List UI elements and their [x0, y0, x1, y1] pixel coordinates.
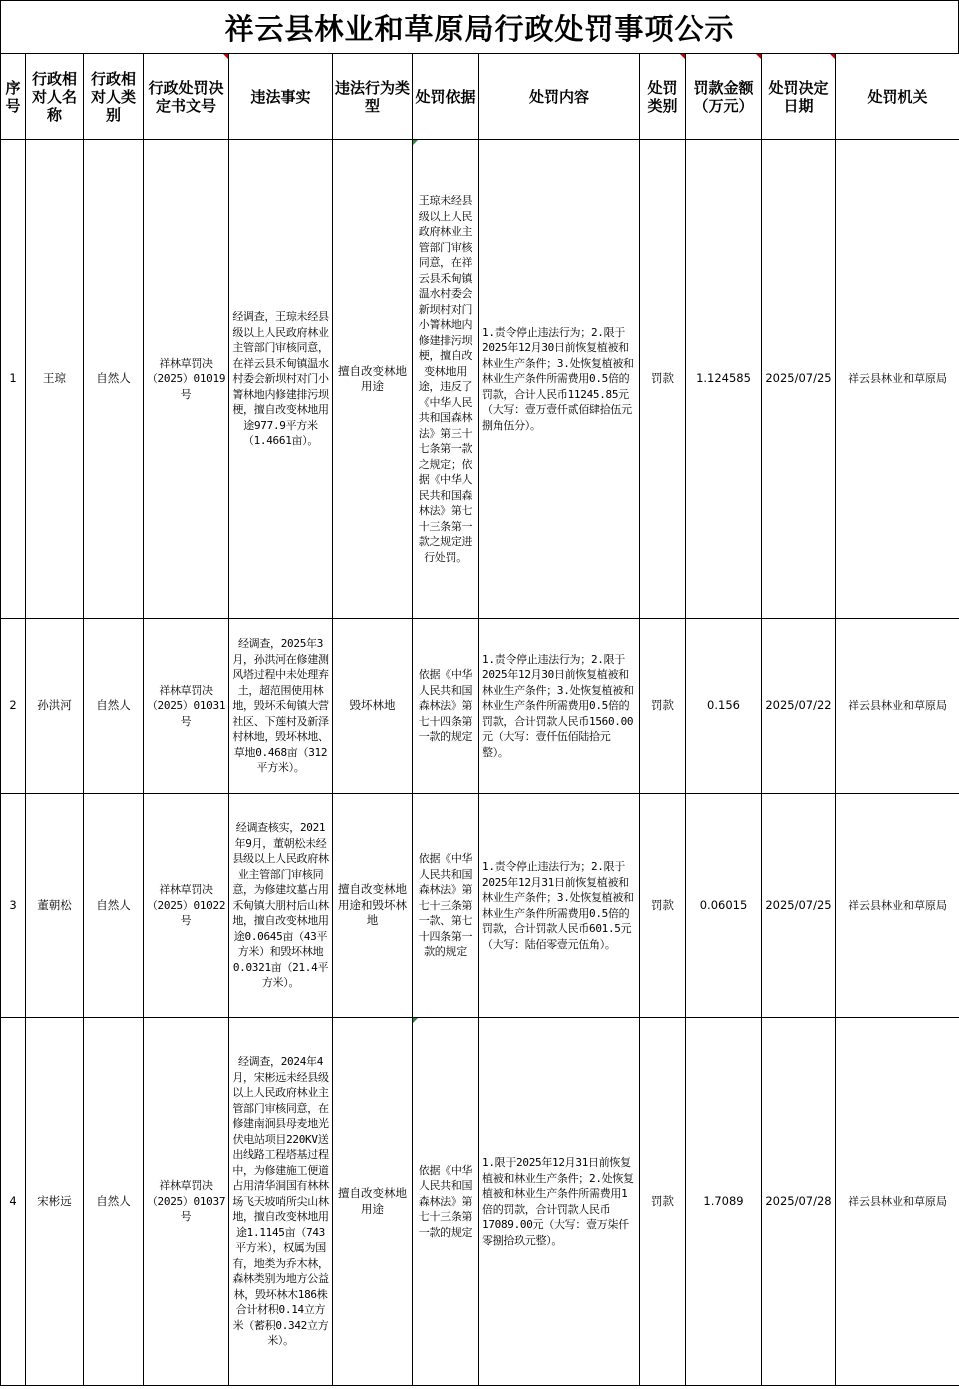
cell-violation-type: 擅自改变林地用途和毁坏林地: [333, 794, 413, 1018]
cell-authority: 祥云县林业和草原局: [836, 794, 959, 1018]
header-facts: 违法事实: [229, 54, 333, 140]
cell-category: 罚款: [640, 619, 686, 794]
cell-doc-no: 祥林草罚决（2025）01037号: [144, 1018, 229, 1386]
penalty-table: [0, 53, 959, 1386]
header-party-type: 行政相对人类别: [84, 54, 144, 140]
cell-date: 2025/07/28: [762, 1018, 836, 1386]
cell-basis: 依据《中华人民共和国森林法》第七十三条第一款的规定: [413, 1018, 479, 1386]
cell-seq: 4: [1, 1018, 26, 1386]
cell-content: 1.责令停止违法行为；2.限于2025年12月31日前恢复植被和林业生产条件；3.处恢复植被和林业生产条件所需费用0.5倍的罚款，合计罚款人民币601.5元（大写：陆佰零壹元伍角）。: [479, 794, 640, 1018]
header-date: 处罚决定日期: [762, 54, 836, 140]
cell-date: 2025/07/22: [762, 619, 836, 794]
cell-seq: 2: [1, 619, 26, 794]
cell-amount: 1.124585: [686, 140, 762, 619]
cell-party-type: 自然人: [84, 140, 144, 619]
cell-content: 1.责令停止违法行为；2.限于2025年12月30日前恢复植被和林业生产条件；3.处恢复植被和林业生产条件所需费用0.5倍的罚款，合计人民币11245.85元（大写：壹万壹仟贰佰肆拾伍元捌角伍分）。: [479, 140, 640, 619]
header-seq: 序号: [1, 54, 26, 140]
header-basis: 处罚依据: [413, 54, 479, 140]
cell-authority: 祥云县林业和草原局: [836, 140, 959, 619]
cell-violation-type: 擅自改变林地用途: [333, 1018, 413, 1386]
cell-basis: 王琼未经县级以上人民政府林业主管部门审核同意，在祥云县禾甸镇温水村委会新坝村对门小箐林地内修建排污坝梗，擅自改变林地用途，违反了《中华人民共和国森林法》第三十七条第一款之规定；依据《中华人民共和国森林法》第七十三条第一款之规定进行处罚。: [413, 140, 479, 619]
cell-seq: 1: [1, 140, 26, 619]
header-authority: 处罚机关: [836, 54, 959, 140]
cell-doc-no: 祥林草罚决（2025）01031号: [144, 619, 229, 794]
cell-category: 罚款: [640, 1018, 686, 1386]
header-party-name: 行政相对人名称: [26, 54, 84, 140]
cell-party-name: 王琼: [26, 140, 84, 619]
cell-content: 1.限于2025年12月31日前恢复植被和林业生产条件；2.处恢复植被和林业生产条件所需费用1倍的罚款，合计罚款人民币17089.00元（大写：壹万柒仟零捌拾玖元整）。: [479, 1018, 640, 1386]
cell-basis: 依据《中华人民共和国森林法》第七十四条第一款的规定: [413, 619, 479, 794]
cell-doc-no: 祥林草罚决（2025）01019号: [144, 140, 229, 619]
cell-date: 2025/07/25: [762, 140, 836, 619]
cell-authority: 祥云县林业和草原局: [836, 1018, 959, 1386]
cell-amount: 1.7089: [686, 1018, 762, 1386]
cell-category: 罚款: [640, 140, 686, 619]
cell-facts: 经调查，2024年4月，宋彬远未经县级以上人民政府林业主管部门审核同意，在修建南涧县母麦地光伏电站项目220KV送出线路工程塔基过程中，为修建施工便道占用清华洞国有林林场飞天坡哨所尖山林地，擅自改变林地用途1.1145亩（743平方米），权属为国有，地类为乔木林，森林类别为地方公益林，毁坏林木186株合计材积0.14立方米（蓄积0.342立方米）。: [229, 1018, 333, 1386]
header-row: [1, 54, 959, 140]
cell-party-name: 宋彬远: [26, 1018, 84, 1386]
header-doc-no: 行政处罚决定书文号: [144, 54, 229, 140]
header-violation-type: 违法行为类型: [333, 54, 413, 140]
header-amount: 罚款金额（万元）: [686, 54, 762, 140]
cell-facts: 经调查核实，2021年9月，董朝松未经县级以上人民政府林业主管部门审核同意，为修建坟墓占用禾甸镇大朋村后山林地，擅自改变林地用途0.0645亩（43平方米）和毁坏林地0.0321亩（21.4平方米）。: [229, 794, 333, 1018]
page-title: 祥云县林业和草原局行政处罚事项公示: [0, 0, 959, 53]
cell-facts: 经调查，2025年3月，孙洪河在修建测风塔过程中未处理弃土，超范围使用林地，毁坏禾甸镇大营社区、下莲村及新泽村林地，毁坏林地、草地0.468亩（312平方米）。: [229, 619, 333, 794]
cell-party-type: 自然人: [84, 1018, 144, 1386]
cell-date: 2025/07/25: [762, 794, 836, 1018]
header-category: 处罚类别: [640, 54, 686, 140]
table-row: [1, 794, 959, 1018]
cell-facts: 经调查，王琼未经县级以上人民政府林业主管部门审核同意，在祥云县禾甸镇温水村委会新坝村对门小箐林地内修建排污坝梗，擅自改变林地用途977.9平方米（1.4661亩）。: [229, 140, 333, 619]
cell-doc-no: 祥林草罚决（2025）01022号: [144, 794, 229, 1018]
cell-basis: 依据《中华人民共和国森林法》第七十三条第一款、第七十四条第一款的规定: [413, 794, 479, 1018]
cell-content: 1.责令停止违法行为；2.限于2025年12月30日前恢复植被和林业生产条件；3.处恢复植被和林业生产条件所需费用0.5倍的罚款，合计罚款人民币1560.00元（大写：壹仟伍佰陆拾元整）。: [479, 619, 640, 794]
table-row: [1, 1018, 959, 1386]
cell-category: 罚款: [640, 794, 686, 1018]
cell-violation-type: 毁坏林地: [333, 619, 413, 794]
cell-party-name: 董朝松: [26, 794, 84, 1018]
cell-authority: 祥云县林业和草原局: [836, 619, 959, 794]
cell-party-type: 自然人: [84, 619, 144, 794]
cell-party-name: 孙洪河: [26, 619, 84, 794]
cell-seq: 3: [1, 794, 26, 1018]
table-row: [1, 140, 959, 619]
cell-amount: 0.156: [686, 619, 762, 794]
header-content: 处罚内容: [479, 54, 640, 140]
table-row: [1, 619, 959, 794]
cell-amount: 0.06015: [686, 794, 762, 1018]
cell-violation-type: 擅自改变林地用途: [333, 140, 413, 619]
cell-party-type: 自然人: [84, 794, 144, 1018]
